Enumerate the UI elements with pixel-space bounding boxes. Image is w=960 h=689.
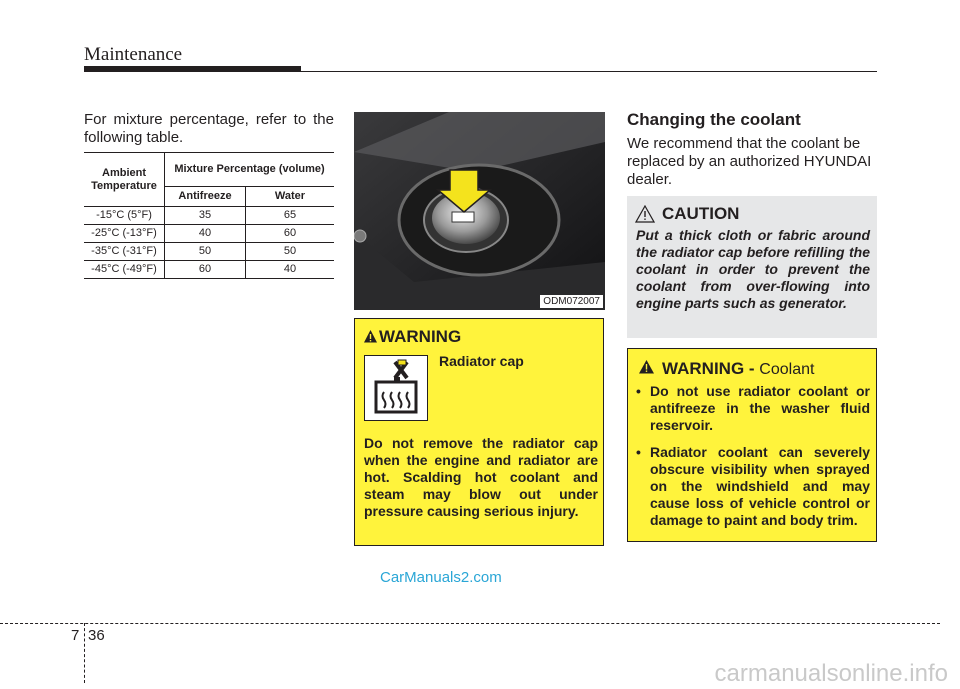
coolant-warning-box xyxy=(627,348,877,542)
cell-water: 60 xyxy=(246,225,335,243)
col-mixture-percentage xyxy=(165,153,335,187)
cell-antifreeze: 40 xyxy=(165,225,246,243)
cell-antifreeze: 60 xyxy=(165,261,246,279)
cell-antifreeze: 35 xyxy=(165,207,246,225)
warning-subtitle: Radiator cap xyxy=(439,353,524,369)
caution-box xyxy=(627,196,877,338)
list-item xyxy=(636,444,870,529)
warning-title xyxy=(662,359,814,379)
intro-text: For mixture percentage, refer to the following table. xyxy=(84,111,334,146)
radiator-cap-warning-box xyxy=(354,318,604,546)
col-ambient-label: Ambient Temperature xyxy=(91,166,157,192)
watermark-link[interactable]: CarManuals2.com xyxy=(380,569,502,586)
radiator-cap-illustration xyxy=(354,112,605,310)
warning-title: WARNING xyxy=(379,327,462,346)
table-row xyxy=(84,261,334,279)
watermark-bottom: carmanualsonline.info xyxy=(714,660,948,687)
col-mixture-label: Mixture Percentage (volume) xyxy=(174,163,325,175)
page-number: 36 xyxy=(88,627,105,644)
caution-icon xyxy=(635,205,655,223)
table-row xyxy=(84,207,334,225)
cell-temp: -15°C (5°F) xyxy=(84,207,165,225)
caution-body: Put a thick cloth or fabric around the radiator cap before refilling the coolant in order to prevent the coolant from over-flowing into engine parts such as generator. xyxy=(636,227,870,311)
cell-temp: -45°C (-49°F) xyxy=(84,261,165,279)
bullet-icon: • xyxy=(636,444,641,460)
table-row xyxy=(84,225,334,243)
warning-title-sub: Coolant xyxy=(759,361,815,378)
header-rule-thin xyxy=(301,71,877,72)
section-paragraph: We recommend that the coolant be replaced by an authorized HYUNDAI dealer. xyxy=(627,135,872,188)
cell-water: 65 xyxy=(246,207,335,225)
cell-temp: -25°C (-13°F) xyxy=(84,225,165,243)
footer-divider xyxy=(84,623,85,683)
warning-list xyxy=(636,383,870,539)
table-row xyxy=(84,243,334,261)
warning-body: Do not remove the radiator cap when the engine and radiator are hot. Scalding hot coolant and steam may blow out under pressure causing serious injury. xyxy=(364,435,598,519)
hot-radiator-icon xyxy=(364,355,428,421)
cell-water: 40 xyxy=(246,261,335,279)
cell-water: 50 xyxy=(246,243,335,261)
list-item-text: Do not use radiator coolant or antifreeze in the washer fluid reservoir. xyxy=(650,383,870,433)
section-heading: Changing the coolant xyxy=(627,110,801,129)
caution-title: CAUTION xyxy=(662,204,740,223)
warning-title-main: WARNING - xyxy=(662,359,755,378)
warning-icon xyxy=(364,330,377,343)
list-item xyxy=(636,383,870,434)
page-header-title: Maintenance xyxy=(84,44,183,65)
footer-rule xyxy=(0,623,940,624)
header-rule-thick xyxy=(84,66,301,72)
figure-code: ODM072007 xyxy=(540,295,603,308)
bullet-icon: • xyxy=(636,383,641,399)
list-item-text: Radiator coolant can severely obscure visibility when sprayed on the windshield and may cause loss of vehicle control or damage to paint and body trim. xyxy=(650,444,870,528)
col-antifreeze: Antifreeze xyxy=(165,187,246,207)
cell-antifreeze: 50 xyxy=(165,243,246,261)
col-ambient-temperature xyxy=(84,153,165,207)
warning-icon xyxy=(639,360,654,374)
col-water: Water xyxy=(246,187,335,207)
chapter-number: 7 xyxy=(71,627,80,644)
radiator-cap-photo xyxy=(354,112,605,310)
coolant-mixture-table xyxy=(84,152,334,279)
cell-temp: -35°C (-31°F) xyxy=(84,243,165,261)
